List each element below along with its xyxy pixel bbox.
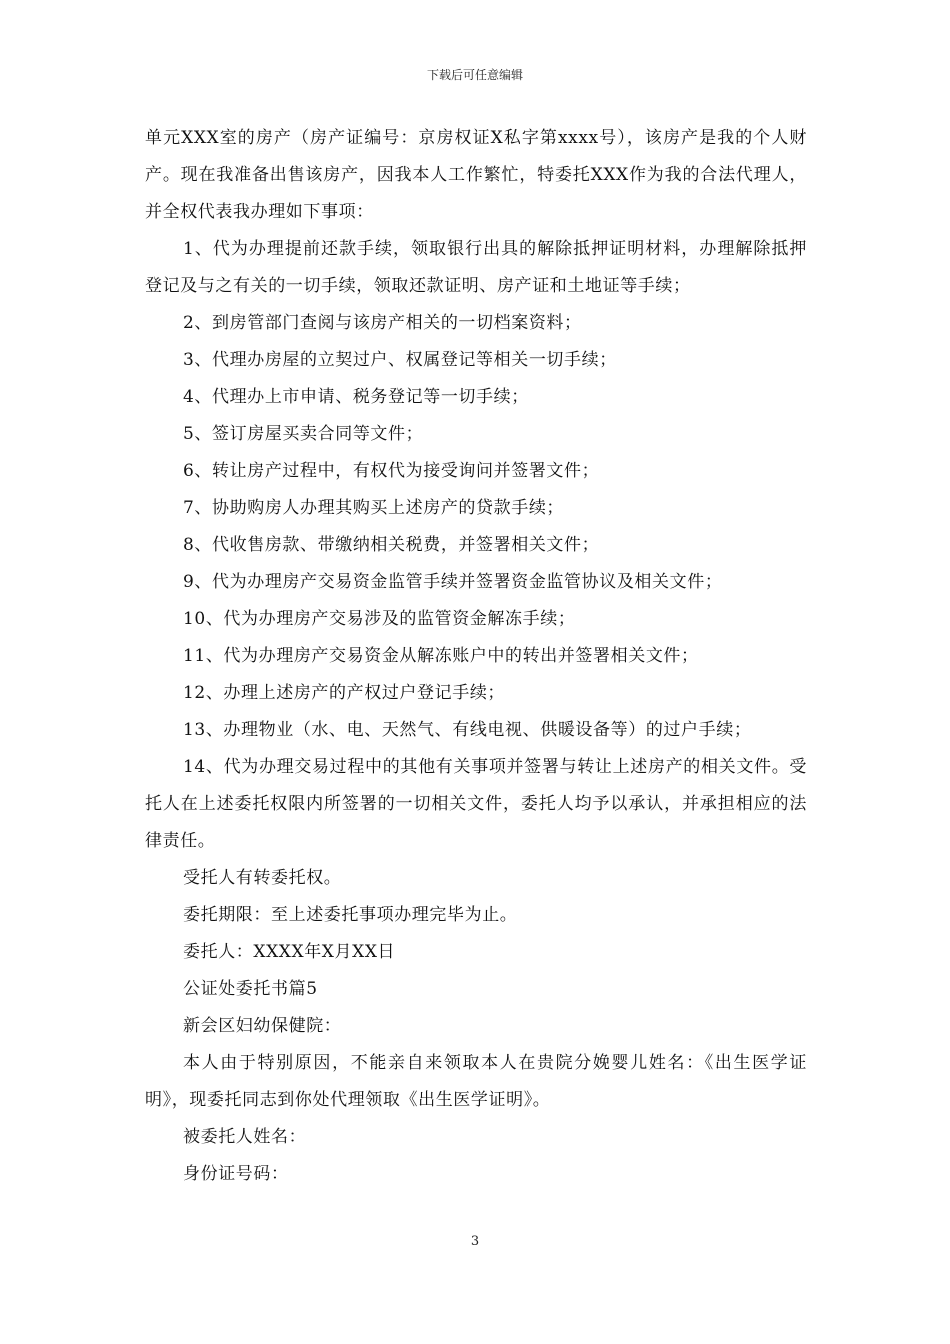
page-number: 3 (470, 1234, 480, 1249)
paragraph: 单元XXX室的房产（房产证编号：京房权证X私字第xxxx号），该房产是我的个人财产。现在我准备出售该房产，因我本人工作繁忙，特委托XXX作为我的合法代理人，并全权代表我办理如下事项： (145, 128, 807, 222)
paragraph: 委托期限：至上述委托事项办理完毕为止。 (183, 905, 518, 925)
paragraph: 1、代为办理提前还款手续，领取银行出具的解除抵押证明材料，办理解除抵押登记及与之有关的一切手续，领取还款证明、房产证和土地证等手续； (145, 239, 807, 296)
paragraph: 8、代收售房款、带缴纳相关税费，并签署相关文件； (183, 535, 600, 555)
paragraph: 受托人有转委托权。 (183, 868, 342, 888)
paragraph: 委托人：XXXX年X月XX日 (183, 942, 396, 962)
paragraph: 新会区妇幼保健院： (183, 1016, 342, 1036)
paragraph: 6、转让房产过程中，有权代为接受询问并签署文件； (183, 461, 600, 481)
paragraph: 12、办理上述房产的产权过户登记手续； (183, 683, 506, 703)
paragraph: 5、签订房屋买卖合同等文件； (183, 424, 424, 444)
paragraph: 2、到房管部门查阅与该房产相关的一切档案资料； (183, 313, 582, 333)
paragraph: 4、代理办上市申请、税务登记等一切手续； (183, 387, 529, 407)
paragraph: 11、代为办理房产交易资金从解冻账户中的转出并签署相关文件； (183, 646, 699, 666)
paragraph: 10、代为办理房产交易涉及的监管资金解冻手续； (183, 609, 576, 629)
document-body (145, 120, 807, 1193)
paragraph: 9、代为办理房产交易资金监管手续并签署资金监管协议及相关文件； (183, 572, 723, 592)
paragraph: 13、办理物业（水、电、天然气、有线电视、供暖设备等）的过户手续； (183, 720, 752, 740)
paragraph: 14、代为办理交易过程中的其他有关事项并签署与转让上述房产的相关文件。受托人在上述委托权限内所签署的一切相关文件，委托人均予以承认，并承担相应的法律责任。 (145, 757, 807, 851)
paragraph: 本人由于特别原因，不能亲自来领取本人在贵院分娩婴儿姓名：《出生医学证明》，现委托同志到你处代理领取《出生医学证明》。 (145, 1053, 807, 1110)
paragraph: 3、代理办房屋的立契过户、权属登记等相关一切手续； (183, 350, 617, 370)
paragraph: 7、协助购房人办理其购买上述房产的贷款手续； (183, 498, 565, 518)
paragraph: 公证处委托书篇5 (183, 979, 318, 999)
paragraph: 身份证号码： (183, 1164, 289, 1184)
paragraph: 被委托人姓名： (183, 1127, 307, 1147)
page-header: 下载后可任意编辑 (426, 68, 523, 82)
